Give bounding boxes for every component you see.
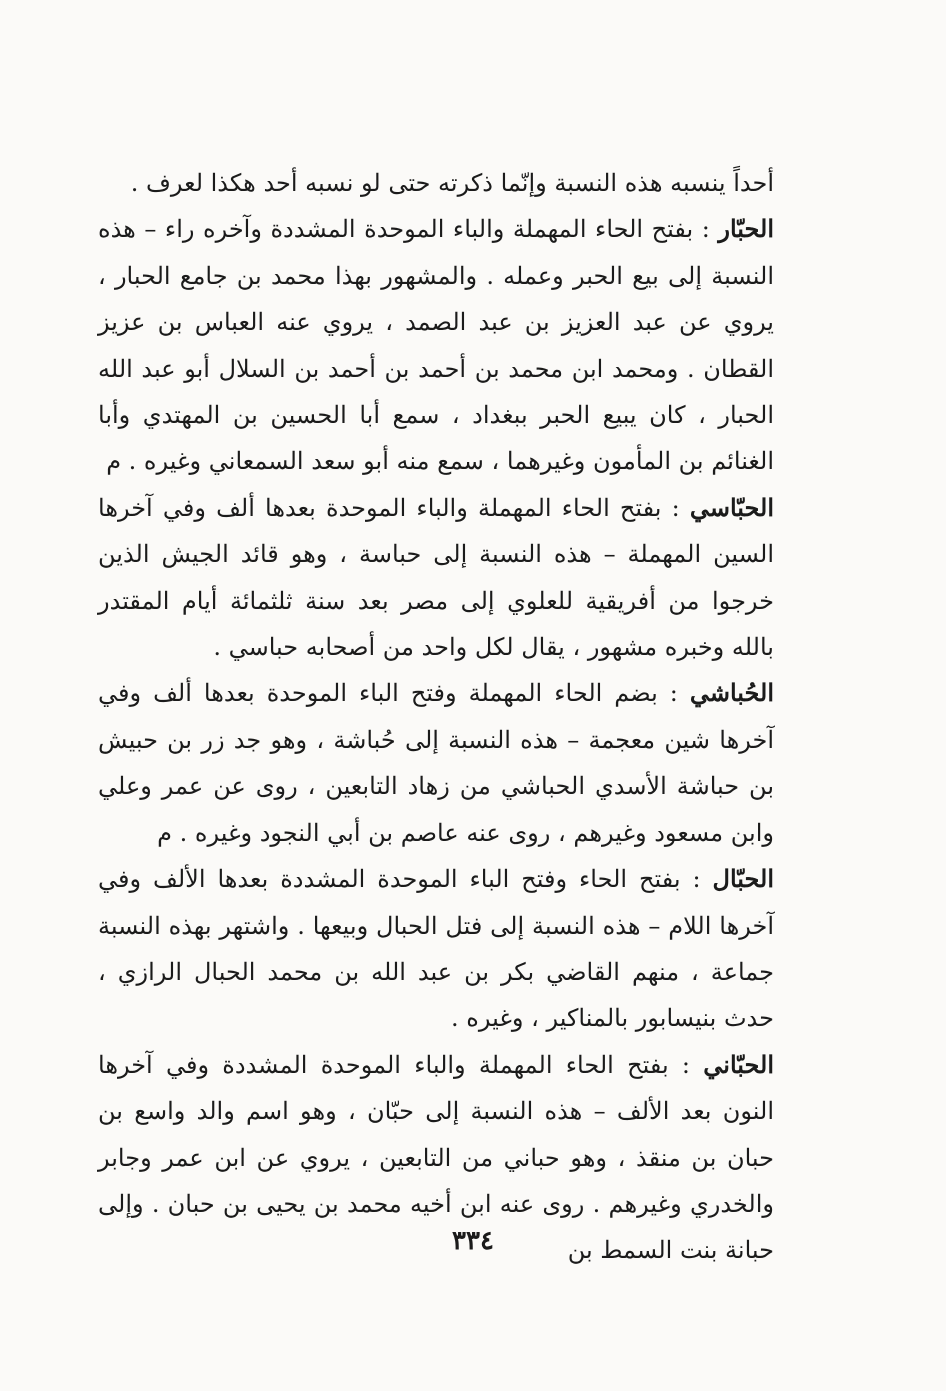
entry-al-habbar [98,206,774,484]
entry-heading: الحبّال [712,864,774,894]
entry-body: : بفتح الحاء المهملة والباء الموحدة بعدها ألف وفي آخرها السين المهملة – هذه النسبة إلى حباسة ، وهو قائد الجيش الذين خرجوا من أفريقية للعلوي إلى مصر بعد سنة ثلثمائة أيام المقتدر بالله وخبره مشهور ، يقال لكل واحد من أصحابه حباسي . [98,493,774,662]
entry-body: : بفتح الحاء المهملة والباء الموحدة المشددة وفي آخرها النون بعد الألف – هذه النسبة إلى حبّان ، وهو اسم والد واسع بن حبان بن منقذ ، وهو حباني من التابعين ، يروي عن ابن عمر وجابر والخدري وغيرهم . روى عنه ابن أخيه محمد بن يحيى بن حبان . وإلى حبانة بنت السمط بن [98,1050,774,1265]
entry-al-habbal [98,856,774,1042]
entry-body: : بضم الحاء المهملة وفتح الباء الموحدة بعدها ألف وفي آخرها شين معجمة – هذه النسبة إلى حُباشة ، وهو جد زر بن حبيش بن حباشة الأسدي الحباشي من زهاد التابعين ، روى عن عمر وعلي وابن مسعود وغيرهم ، روى عنه عاصم بن أبي النجود وغيره . م [98,679,774,847]
continuation-paragraph: أحداً ينسبه هذه النسبة وإنّما ذكرته حتى لو نسبه أحد هكذا لعرف . [130,169,774,197]
entry-heading: الحُباشي [689,678,774,708]
page-text-block [98,160,774,1270]
entry-body: : بفتح الحاء المهملة والباء الموحدة المشددة وآخره راء – هذه النسبة إلى بيع الحبر وعمله . والمشهور بهذا محمد بن جامع الحبار ، يروي عن عبد العزيز بن عبد الصمد ، يروي عنه العباس بن عزيز القطان . ومحمد ابن محمد بن أحمد بن أحمد بن السلال أبو عبد الله الحبار ، كان يبيع الحبر ببغداد ، سمع أبا الحسين بن المهتدي وأبا الغنائم بن المأمون وغيرهما ، سمع منه أبو سعد السمعاني وغيره . م [98,215,775,476]
entry-heading: الحبّار [718,214,774,244]
entry-heading: الحبّاني [703,1049,774,1079]
page-number: ٣٣٤ [452,1226,494,1256]
entry-al-hubashi [98,670,774,856]
entry-heading: الحبّاسي [689,492,774,522]
entry-al-habbasi [98,485,774,671]
entry-body: : بفتح الحاء وفتح الباء الموحدة المشددة بعدها الألف وفي آخرها اللام – هذه النسبة إلى فتل الحبال وبيعها . واشتهر بهذه النسبة جماعة ، منهم القاضي بكر بن عبد الله بن محمد الحبال الرازي ، حدث بنيسابور بالمناكير ، وغيره . [98,865,774,1033]
